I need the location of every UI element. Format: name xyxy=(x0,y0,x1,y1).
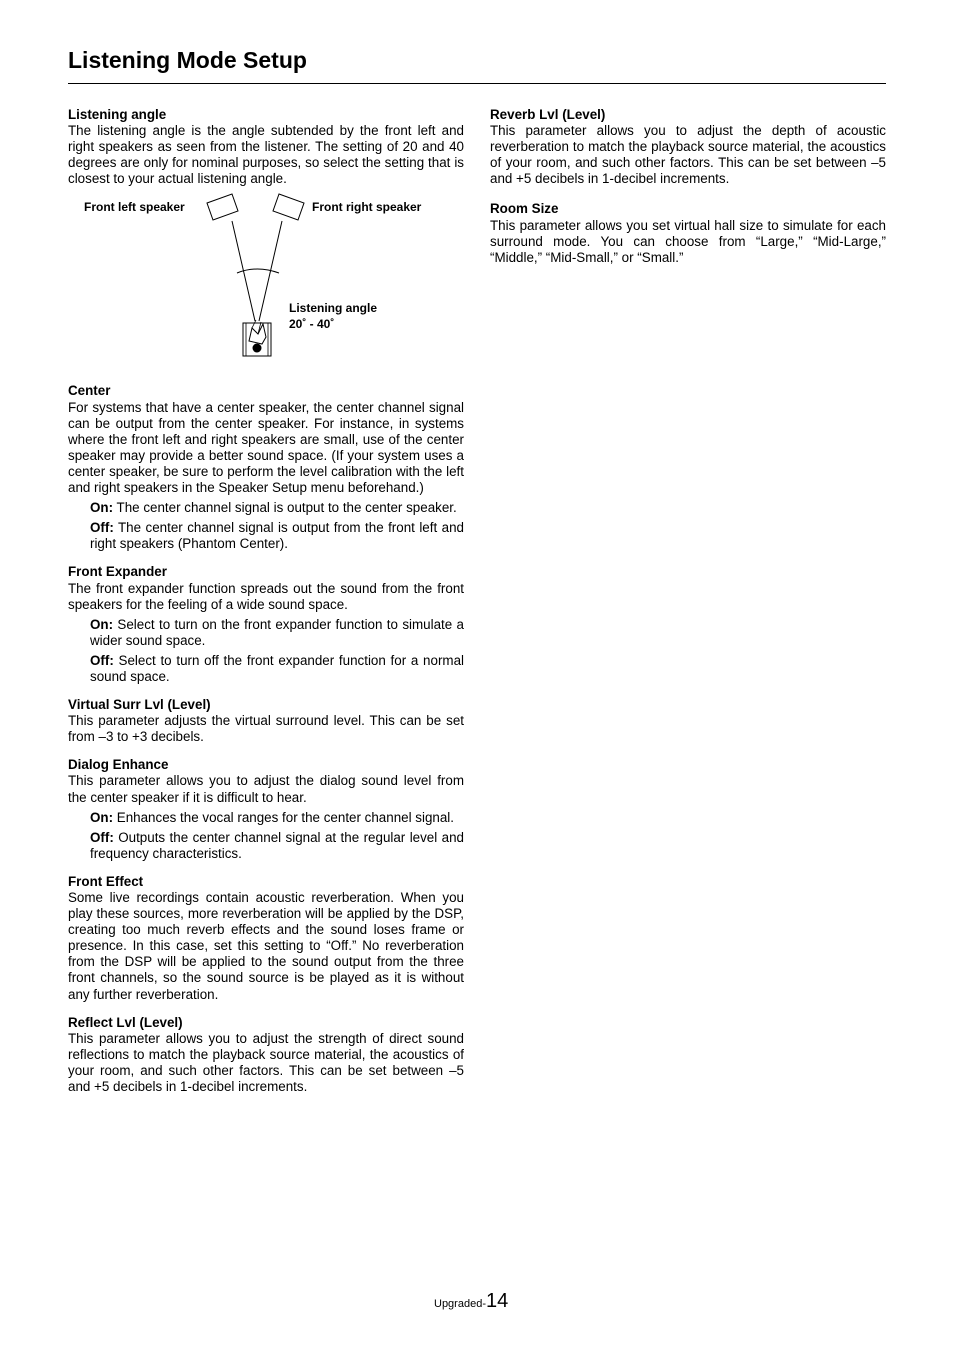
page-footer xyxy=(434,1290,508,1313)
section-reverb-lvl xyxy=(490,107,886,187)
section-body: The listening angle is the angle subtended by the front left and right speakers as seen from the listener. The setting of 20 and 40 degrees are only for nominal purposes, so select the setting that is closest to your actual listening angle. xyxy=(68,123,464,187)
section-front-expander xyxy=(68,564,464,685)
listening-angle-label: Listening angle xyxy=(289,301,378,316)
option-off: Off: Outputs the center channel signal at the regular level and frequency characteristics. xyxy=(90,829,464,861)
section-front-effect xyxy=(68,874,464,1003)
section-body: This parameter allows you set virtual hall size to simulate for each surround mode. You can choose from “Large,” “Mid-Large,” “Middle,” “Mid-Small,” or “Small.” xyxy=(490,217,886,265)
option-off: Off: Select to turn off the front expander function for a normal sound space. xyxy=(90,652,464,684)
section-body: This parameter allows you to adjust the dialog sound level from the center speaker if it is difficult to hear. xyxy=(68,773,464,805)
listener-icon xyxy=(243,320,271,356)
section-heading: Dialog Enhance xyxy=(68,757,169,773)
section-listening-angle xyxy=(68,107,464,187)
front-right-speaker-icon xyxy=(273,194,304,220)
section-heading: Reflect Lvl (Level) xyxy=(68,1014,183,1030)
option-on: On: Select to turn on the front expander function to simulate a wider sound space. xyxy=(90,616,464,648)
section-body: For systems that have a center speaker, the center channel signal can be output from the center speaker. For instance, in systems where the front left and right speakers are small, use of the center speaker may provide a better sound space. (If your system uses a center speaker, be sure to perform the level calibration with the left and right speakers in the Speaker Setup menu beforehand.) xyxy=(68,399,464,496)
front-left-speaker-icon xyxy=(207,194,238,220)
section-heading: Virtual Surr Lvl (Level) xyxy=(68,697,211,713)
section-room-size xyxy=(490,201,886,265)
section-center xyxy=(68,383,464,552)
front-right-speaker-label: Front right speaker xyxy=(312,200,422,215)
page-title: Listening Mode Setup xyxy=(68,47,307,73)
section-body: Some live recordings contain acoustic reverberation. When you play these sources, more reverberation will be applied by the DSP, creating too much reverb effects and the sound loses frame or presence. In this case, set this setting to “Off.” No reverberation from the DSP will be applied to the sound output from the three front channels, so the sound source is be played as it is without any further reverberation. xyxy=(68,890,464,1002)
page-number: 14 xyxy=(485,1290,509,1312)
front-left-speaker-label: Front left speaker xyxy=(84,200,185,215)
section-heading: Front Expander xyxy=(68,564,167,580)
section-heading: Listening angle xyxy=(68,107,167,122)
section-body: This parameter allows you to adjust the depth of acoustic reverberation to match the playback source material, the acoustics of your room, and such other factors. This can be set between –5 and +5 decibels in 1-decibel increments. xyxy=(490,123,886,187)
title-divider xyxy=(68,83,886,84)
section-body: The front expander function spreads out the sound from the front speakers for the feeling of a wide sound space. xyxy=(68,580,464,612)
section-heading: Front Effect xyxy=(68,873,144,889)
option-on: On: The center channel signal is output to the center speaker. xyxy=(90,500,457,516)
section-virtual-surr xyxy=(68,697,464,745)
right-column xyxy=(490,107,886,278)
footer-prefix: Upgraded- xyxy=(434,1298,486,1310)
listening-angle-diagram xyxy=(68,191,464,371)
section-dialog-enhance xyxy=(68,757,464,862)
option-on: On: Enhances the vocal ranges for the center channel signal. xyxy=(90,809,454,825)
section-heading: Center xyxy=(68,383,111,399)
section-heading: Reverb Lvl (Level) xyxy=(490,107,606,122)
section-body: This parameter adjusts the virtual surround level. This can be set from –3 to +3 decibels. xyxy=(68,713,464,745)
left-column xyxy=(68,107,464,1107)
section-reflect-lvl xyxy=(68,1015,464,1095)
section-body: This parameter allows you to adjust the strength of direct sound reflections to match the playback source material, the acoustics of your room, and such other factors. This can be set between –5 and +5 decibels in 1-decibel increments. xyxy=(68,1030,464,1095)
listening-angle-figure xyxy=(68,191,464,371)
option-off: Off: The center channel signal is output from the front left and right speakers (Phantom Center). xyxy=(90,520,464,552)
listening-angle-range: 20˚ - 40˚ xyxy=(289,317,335,332)
section-heading: Room Size xyxy=(490,201,559,217)
